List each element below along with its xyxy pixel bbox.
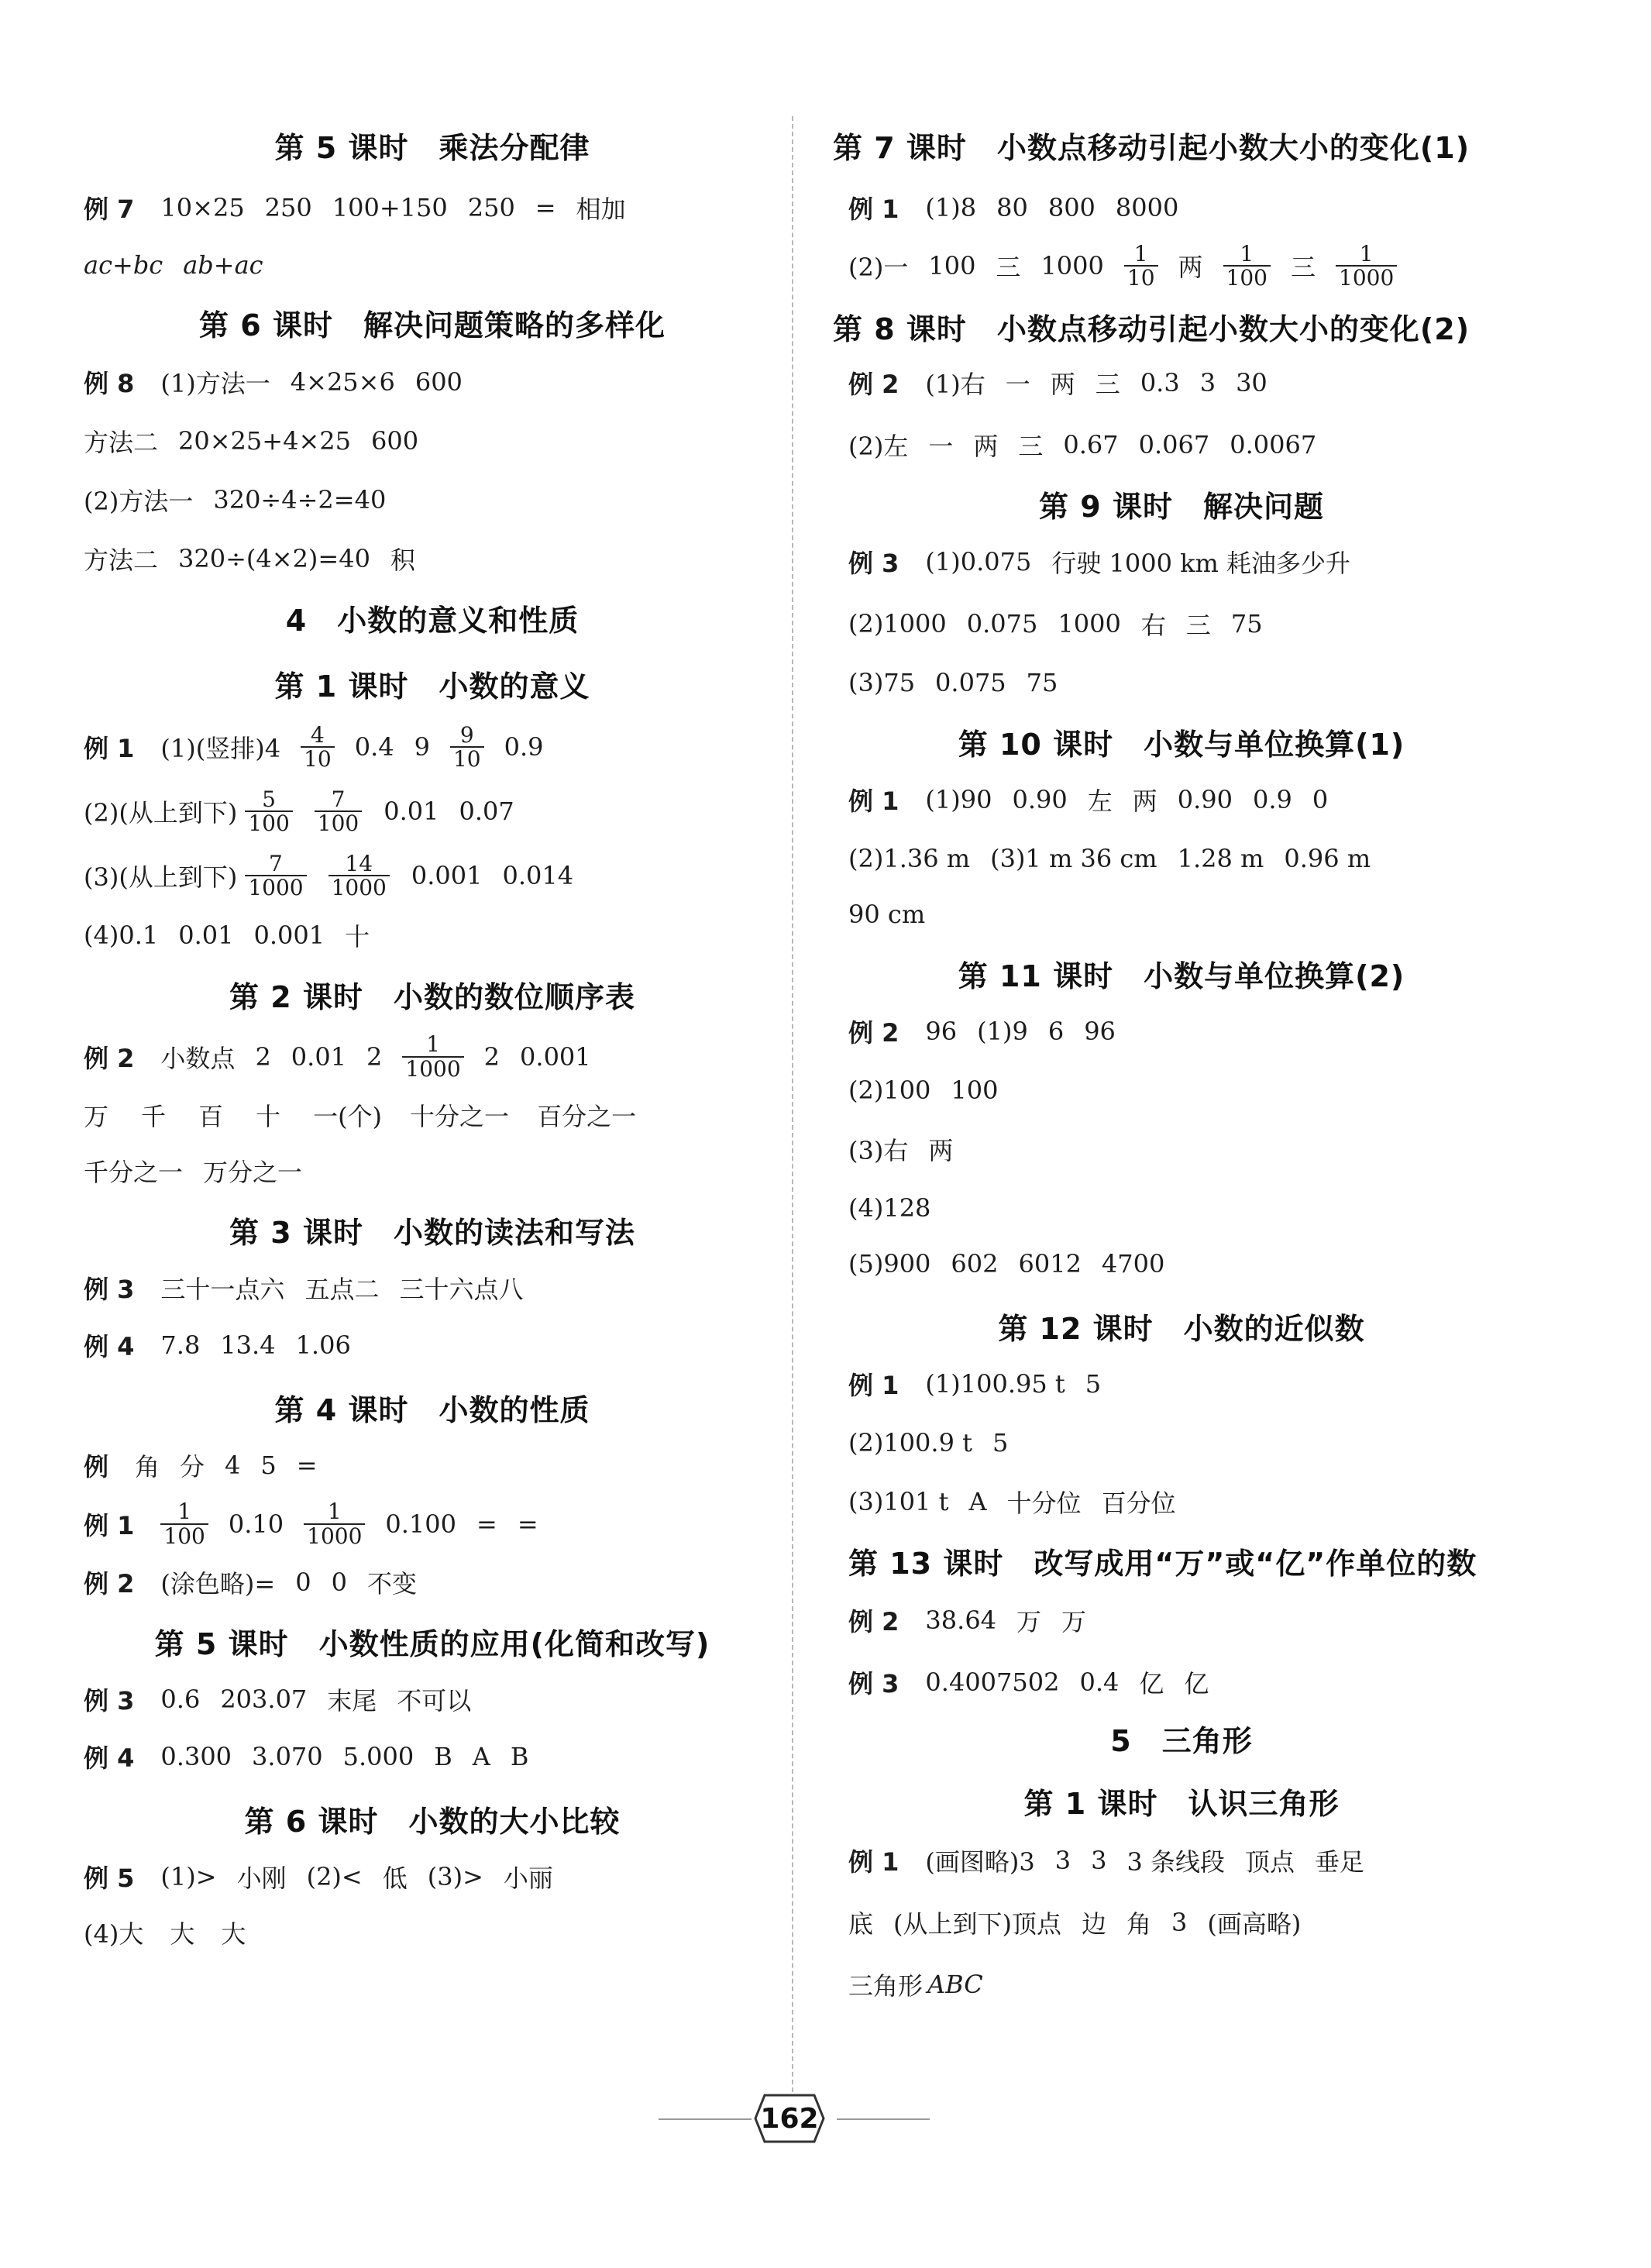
answer: 0.075	[966, 608, 1038, 638]
answer: 8000	[1115, 193, 1179, 222]
example-tag: 例 2	[848, 1606, 899, 1636]
answer: 0.9	[1253, 784, 1292, 814]
section-title: 第 10 课时 小数与单位换算(1)	[958, 727, 1405, 762]
example-tag: 例 5	[84, 1863, 135, 1893]
answer: =	[517, 1509, 538, 1539]
answer-line	[84, 1447, 781, 1483]
answer: 分	[180, 1452, 205, 1482]
example-tag: 例 3	[848, 1668, 899, 1698]
answer: 0.0067	[1230, 429, 1317, 459]
answer-line	[84, 1739, 781, 1774]
footer-rule-right	[837, 2118, 930, 2120]
example-tag: 例 1	[848, 786, 899, 816]
section-title: 第 1 课时 认识三角形	[1023, 1786, 1340, 1821]
answer: 0.6	[160, 1684, 201, 1714]
answer: 38.64	[925, 1605, 997, 1635]
answer: (2)100.9 t	[848, 1427, 972, 1458]
answer: 0.001	[253, 921, 325, 951]
answer-line	[833, 900, 1577, 929]
answer: 底	[848, 1908, 874, 1939]
answer: 6	[1047, 1016, 1065, 1046]
fraction: 1 10	[1124, 243, 1158, 290]
answer: ab+ac	[183, 250, 263, 280]
answer-line	[84, 364, 781, 400]
fraction: 14 1000	[328, 852, 390, 900]
fraction: 1 1000	[402, 1033, 463, 1080]
answer-line	[833, 243, 1577, 290]
answer-line	[84, 423, 781, 459]
answer: 0.67	[1063, 429, 1119, 459]
fraction: 9 10	[450, 724, 484, 771]
answer: 320÷4÷2=40	[213, 485, 387, 515]
answer-line	[833, 1193, 1577, 1223]
example-tag: 例 7	[84, 194, 135, 224]
answer-line	[84, 852, 781, 900]
answer-line	[84, 724, 781, 771]
section-title: 第 8 课时 小数点移动引起小数大小的变化(2)	[833, 311, 1470, 346]
footer-rule-left	[659, 2118, 752, 2120]
answer-line	[833, 544, 1577, 580]
answer-line	[84, 1153, 781, 1189]
answer: 大	[170, 1919, 195, 1949]
answer: (1)(竖排)4	[160, 734, 281, 764]
section-title: 第 5 课时 乘法分配律	[274, 131, 590, 165]
answer-line	[833, 1014, 1577, 1049]
answer: 低	[382, 1863, 408, 1893]
answer-line	[84, 1097, 781, 1133]
answer: 5	[992, 1427, 1009, 1458]
answer: 2	[483, 1041, 500, 1072]
answer: 3	[1054, 1845, 1071, 1875]
answer: 7.8	[160, 1330, 201, 1361]
answer: 末尾	[327, 1685, 377, 1716]
answer: 0.96 m	[1284, 843, 1371, 873]
column-divider	[792, 116, 793, 2131]
answer: 两	[928, 1135, 954, 1165]
answer: 600	[414, 367, 463, 397]
answer: 0.3	[1140, 367, 1180, 398]
answer: 一	[928, 431, 954, 461]
example-tag: 例 1	[848, 1370, 899, 1400]
answer: 4	[225, 1451, 241, 1481]
example-tag: 例 8	[84, 369, 135, 398]
fraction: 1 100	[160, 1500, 208, 1547]
example-tag: 例 2	[84, 1043, 135, 1073]
answer: 203.07	[220, 1684, 308, 1714]
section-title: 第 4 课时 小数的性质	[274, 1393, 590, 1428]
answer: (2)方法一	[84, 487, 194, 516]
answer: 不变	[366, 1568, 417, 1599]
answer: 十分之一	[410, 1102, 510, 1132]
answer: =	[476, 1509, 497, 1539]
answer: 2	[255, 1041, 271, 1072]
answer: 5.000	[342, 1741, 414, 1771]
answer: 垂足	[1315, 1846, 1365, 1877]
example-tag: 例 3	[84, 1275, 135, 1305]
answer: A	[472, 1741, 490, 1771]
answer: 5	[260, 1451, 277, 1481]
answer: 1000	[1058, 608, 1121, 638]
answer: 千分之一	[84, 1158, 184, 1188]
answer: 0.4	[354, 732, 394, 762]
answer: 边	[1082, 1908, 1107, 1939]
right-column	[833, 108, 1577, 2002]
section-title: 第 5 课时 小数性质的应用(化简和改写)	[154, 1626, 710, 1661]
answer: 1.28 m	[1177, 843, 1264, 873]
answer: 0.90	[1012, 784, 1068, 814]
fraction: 4 10	[301, 724, 335, 771]
answer-line	[84, 1500, 781, 1547]
section-title: 第 7 课时 小数点移动引起小数大小的变化(1)	[833, 131, 1470, 165]
answer: (1)0.075	[925, 546, 1032, 576]
answer: 三	[1290, 253, 1316, 283]
answer: 千	[141, 1102, 167, 1132]
answer: 万	[1061, 1606, 1087, 1636]
answer: (5)900	[848, 1248, 931, 1279]
example-tag: 例 1	[848, 1846, 899, 1877]
section-title: 第 13 课时 改写成用“万”或“亿”作单位的数	[848, 1546, 1477, 1581]
answer: 30	[1236, 367, 1267, 398]
answer: 1.06	[295, 1330, 351, 1361]
answer: 3.070	[252, 1741, 323, 1771]
section-title: 第 6 课时 解决问题策略的多样化	[199, 308, 666, 342]
answer: 亿	[1139, 1668, 1164, 1698]
answer: 百	[198, 1102, 224, 1132]
answer-line	[833, 1602, 1577, 1638]
answer-line	[84, 190, 781, 225]
answer: 不可以	[397, 1685, 472, 1716]
answer-line	[84, 1859, 781, 1895]
answer-line	[84, 1564, 781, 1600]
answer: 小刚	[236, 1863, 287, 1893]
answer: (1)右	[925, 369, 985, 399]
answer: (2)1000	[848, 608, 947, 638]
answer: 3 条线段	[1126, 1846, 1226, 1877]
answer-line	[833, 365, 1577, 401]
fraction: 1 1000	[1336, 243, 1397, 290]
answer: (1)>	[160, 1861, 217, 1891]
answer-line	[84, 1033, 781, 1080]
answer: 十	[256, 1102, 281, 1132]
answer: (3)(从上到下)	[84, 862, 238, 892]
example-tag: 例 4	[84, 1743, 135, 1773]
section-title: 第 1 课时 小数的意义	[274, 669, 590, 704]
answer: ac+bc	[84, 250, 163, 280]
page-number-text: 162	[760, 2102, 819, 2135]
answer: 三角形	[848, 1970, 924, 2001]
answer: (1)方法一	[160, 369, 270, 398]
answer: 0.01	[384, 797, 439, 827]
answer: 1000	[1040, 251, 1104, 281]
answer: 20×25+4×25	[178, 426, 351, 456]
answer: 3	[1199, 367, 1216, 398]
answer: (涂色略)=	[160, 1568, 276, 1599]
answer: A	[968, 1486, 987, 1516]
answer: 100+150	[332, 193, 448, 222]
answer-line	[833, 844, 1577, 873]
answer: 4×25×6	[290, 367, 395, 397]
answer-line	[833, 1428, 1577, 1458]
answer: 0.01	[178, 921, 234, 951]
answer: B	[434, 1741, 452, 1771]
answer-line	[833, 1905, 1577, 1940]
unit-title: 4 小数的意义和性质	[285, 604, 580, 638]
answer: 万	[1016, 1606, 1042, 1636]
answer: 相加	[576, 194, 626, 224]
example-tag: 例 2	[84, 1568, 135, 1599]
answer: 十	[345, 922, 370, 952]
answer: 万	[84, 1102, 109, 1132]
answer: 320÷(4×2)=40	[178, 544, 370, 573]
answer: 大	[221, 1919, 246, 1949]
answer: 0.300	[160, 1741, 232, 1771]
answer: 两	[1050, 369, 1075, 399]
section-title: 第 9 课时 解决问题	[1039, 489, 1324, 524]
answer-line	[833, 668, 1577, 697]
example-tag: 例 1	[848, 194, 899, 224]
answer-line	[833, 782, 1577, 817]
answer: 积	[390, 545, 415, 575]
unit-title: 5 三角形	[1110, 1723, 1253, 1758]
answer: (2)(从上到下)	[84, 798, 238, 828]
answer-line	[833, 427, 1577, 463]
answer: 0.4	[1079, 1667, 1120, 1697]
answer: 两	[973, 431, 999, 461]
answer: 800	[1047, 193, 1096, 222]
section-title: 第 6 课时 小数的大小比较	[244, 1804, 621, 1839]
answer: 0.9	[504, 732, 544, 762]
answer: (2)左	[848, 431, 909, 461]
answer: 十分位	[1006, 1488, 1082, 1518]
answer: 0.10	[228, 1509, 284, 1539]
example-tag: 例 3	[84, 1685, 135, 1716]
answer: 亿	[1184, 1668, 1209, 1698]
example-tag: 例 1	[84, 1510, 135, 1540]
answer: 五点二	[304, 1275, 380, 1305]
answer: 600	[370, 426, 419, 456]
answer: 百分位	[1101, 1488, 1176, 1518]
answer-line	[84, 1270, 781, 1306]
answer: 0	[331, 1567, 347, 1597]
answer-line	[84, 482, 781, 518]
answer: 0	[295, 1567, 311, 1597]
answer-line	[84, 250, 781, 280]
answer: 75	[1026, 667, 1058, 697]
answer: 3	[1091, 1845, 1107, 1875]
answer: 左	[1087, 786, 1113, 816]
answer: 602	[951, 1248, 999, 1279]
answer: 0.075	[935, 667, 1006, 697]
answer-line	[833, 1843, 1577, 1878]
example-tag: 例 3	[848, 548, 899, 578]
answer: (2)1.36 m	[848, 843, 971, 873]
answer: (2)一	[848, 253, 909, 283]
answer: 角	[1126, 1908, 1152, 1939]
answer-line	[833, 606, 1577, 642]
answer: 96	[1084, 1016, 1116, 1046]
example-tag: 例	[84, 1452, 109, 1482]
answer: 行驶 1000 km 耗油多少升	[1051, 548, 1351, 578]
answer: 90 cm	[848, 899, 926, 929]
answer-line	[833, 1967, 1577, 2002]
answer: 0.001	[520, 1041, 591, 1072]
answer: (3)75	[848, 667, 916, 697]
answer: (画高略)	[1207, 1908, 1302, 1939]
answer-line	[84, 1915, 781, 1950]
answer: 100	[951, 1075, 999, 1105]
answer: =	[535, 193, 556, 222]
answer: (1)90	[925, 784, 992, 814]
answer-line	[833, 1366, 1577, 1402]
answer: 100	[928, 251, 976, 281]
answer: 250	[467, 193, 515, 222]
answer: (3)101 t	[848, 1486, 949, 1516]
fraction: 5 100	[245, 788, 292, 835]
answer: ABC	[927, 1969, 983, 1999]
answer: 三	[1095, 369, 1120, 399]
answer: 两	[1178, 253, 1203, 283]
answer: 三十一点六	[160, 1275, 285, 1305]
example-tag: 例 2	[848, 1017, 899, 1048]
answer: 10×25	[160, 193, 245, 222]
answer: (从上到下)顶点	[893, 1908, 1061, 1939]
answer-line	[833, 1664, 1577, 1700]
answer: 96	[925, 1016, 958, 1046]
left-column	[84, 108, 781, 1950]
answer: (2)<	[306, 1861, 363, 1891]
example-tag: 例 4	[84, 1332, 135, 1362]
answer: 0.07	[459, 797, 514, 827]
section-title: 第 3 课时 小数的读法和写法	[229, 1216, 635, 1251]
answer: 0.001	[411, 860, 483, 890]
answer: 三	[1185, 610, 1211, 640]
answer-line	[833, 1131, 1577, 1167]
answer: 0.100	[385, 1509, 456, 1539]
section-title: 第 12 课时 小数的近似数	[998, 1311, 1365, 1346]
answer: (3)1 m 36 cm	[990, 843, 1157, 873]
answer-line	[833, 1484, 1577, 1519]
answer: (4)128	[848, 1193, 931, 1223]
answer: 小丽	[503, 1863, 553, 1893]
section-title: 第 2 课时 小数的数位顺序表	[229, 980, 635, 1015]
answer: B	[510, 1741, 529, 1771]
answer: 小数点	[160, 1043, 236, 1073]
answer: (4)0.1	[84, 921, 159, 951]
answer: =	[296, 1451, 318, 1481]
fraction: 7 100	[315, 788, 362, 835]
answer: 一(个)	[313, 1102, 383, 1132]
answer: 2	[366, 1041, 383, 1072]
answer: 250	[264, 193, 312, 222]
fraction: 1 100	[1223, 243, 1271, 290]
answer: (1)100.95 t	[925, 1368, 1065, 1399]
answer: 方法二	[84, 428, 159, 457]
answer: 9	[414, 732, 430, 762]
answer-line	[84, 1681, 781, 1717]
answer-line	[84, 788, 781, 835]
answer: 角	[135, 1452, 160, 1482]
answer: 万分之一	[203, 1158, 303, 1188]
answer-line	[833, 1249, 1577, 1279]
page-number	[754, 2094, 825, 2143]
answer: (1)8	[925, 193, 977, 222]
section-title: 第 11 课时 小数与单位换算(2)	[958, 958, 1405, 993]
fraction: 7 1000	[245, 852, 306, 900]
answer: 0	[1312, 784, 1329, 814]
fraction: 1 1000	[304, 1500, 365, 1547]
answer: (3)>	[427, 1861, 483, 1891]
example-tag: 例 1	[84, 734, 135, 764]
answer-line	[833, 1075, 1577, 1105]
answer: 顶点	[1245, 1846, 1295, 1877]
answer-line	[84, 541, 781, 576]
answer: 三	[1018, 431, 1044, 461]
example-tag: 例 2	[848, 369, 899, 399]
answer: 右	[1140, 610, 1166, 640]
answer: 3	[1171, 1907, 1188, 1937]
answer: 方法二	[84, 545, 159, 575]
answer-line	[833, 190, 1577, 225]
answer: 一	[1005, 369, 1030, 399]
answer: 4700	[1101, 1248, 1165, 1279]
answer: 0.4007502	[925, 1667, 1060, 1697]
answer-line	[84, 917, 781, 953]
answer-line	[84, 1327, 781, 1363]
answer: 0.067	[1138, 429, 1210, 459]
answer: 0.90	[1177, 784, 1233, 814]
answer: (3)右	[848, 1135, 909, 1165]
answer: 13.4	[220, 1330, 276, 1361]
answer: 两	[1132, 786, 1157, 816]
answer: (1)9	[977, 1016, 1028, 1046]
answer: 0.01	[291, 1041, 347, 1072]
answer: 三十六点八	[399, 1275, 524, 1305]
answer: 百分之一	[537, 1102, 637, 1132]
answer: 三	[996, 253, 1021, 283]
answer: 75	[1230, 608, 1263, 638]
answer: 5	[1085, 1368, 1102, 1399]
answer: 0.014	[502, 860, 574, 890]
answer: (2)100	[848, 1075, 931, 1105]
answer: (4)大	[84, 1919, 144, 1949]
answer: (画图略)3	[925, 1846, 1035, 1877]
answer: 6012	[1018, 1248, 1082, 1279]
answer: 80	[996, 193, 1028, 222]
